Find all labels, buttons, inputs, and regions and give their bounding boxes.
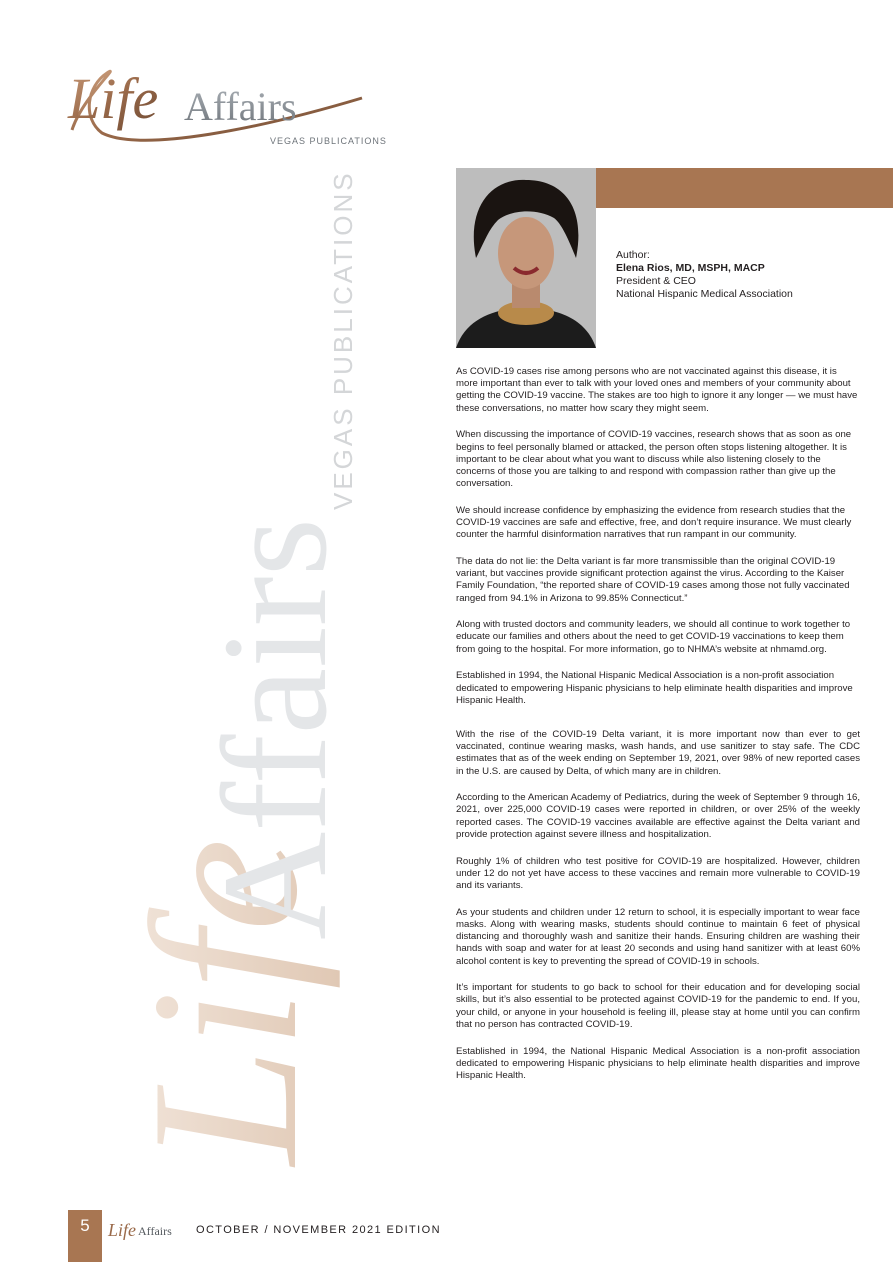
author-organization: National Hispanic Medical Association xyxy=(616,288,793,300)
author-portrait xyxy=(456,168,596,348)
watermark-script: Life xyxy=(109,838,341,1165)
article-paragraph: As your students and children under 12 return to school, it is especially important to wear face masks. Along with wearing masks, students should continue to maintain 6 feet of physical distancing and thoroughly wash and sanitize their hands. Ensuring children are washing their hands with soap and water for at least 20 seconds and using hand sanitizer with at least 60% alcohol content is key to preventing the spread of COVID-19 in schools. xyxy=(456,906,860,967)
logo-script-letter: Life xyxy=(68,66,159,131)
article-paragraph: The data do not lie: the Delta variant is far more transmissible than the original COVID-19 variant, but vaccines provide significant protection against the virus. According to the Kaiser Family Foundation, “the reported share of COVID-19 cases among those not fully vaccinated ranged from 94.1% in Arizona to 99.85% Connecticut.” xyxy=(456,555,850,604)
page-number-box xyxy=(68,1210,102,1262)
author-label: Author: xyxy=(616,249,650,261)
watermark-main-word: Affairs xyxy=(192,517,358,940)
life-affairs-logo xyxy=(62,58,387,153)
article-paragraph: Established in 1994, the National Hispanic Medical Association is a non-profit association dedicated to empowering Hispanic physicians to help eliminate health disparities and improve Hispanic Health. xyxy=(456,1045,860,1081)
author-title: President & CEO xyxy=(616,275,696,287)
header-accent-bar xyxy=(596,168,893,208)
article-paragraph: When discussing the importance of COVID-19 vaccines, research shows that as soon as one begins to feel personally blamed or attacked, the person often stops listening altogether. It is important to be clear about what you want to discuss while also listening closely to the concerns of those you are talking to and respond with compassion rather than give up the conversation. xyxy=(456,429,852,490)
page-number: 5 xyxy=(80,1216,90,1235)
article-body xyxy=(456,366,860,1097)
article-paragraph: Established in 1994, the National Hispanic Medical Association is a non-profit association dedicated to empowering Hispanic physicians to help eliminate health disparities and improve Hispanic Health. xyxy=(456,670,853,706)
article-paragraph: According to the American Academy of Pediatrics, during the week of September 9 through 16, 2021, over 225,000 COVID-19 cases were reported in children, or over 25% of the weekly reported cases. The COVID-19 vaccines available are effective against the Delta variant and provide protection against severe illness and hospitalization. xyxy=(456,792,860,840)
side-watermark xyxy=(60,170,390,1170)
article-paragraph: We should increase confidence by emphasizing the evidence from research studies that the COVID-19 vaccines are safe and effective, free, and don’t require insurance. We must clearly counter the harmful disinformation narratives that run rampant in our community. xyxy=(456,504,852,541)
article-paragraph: Roughly 1% of children who test positive for COVID-19 are hospitalized. However, children under 12 do not yet have access to these vaccines and remain more vulnerable to COVID-19 and its variants. xyxy=(456,855,860,891)
edition-label: OCTOBER / NOVEMBER 2021 EDITION xyxy=(196,1224,441,1236)
author-block xyxy=(616,249,793,301)
article-paragraph: With the rise of the COVID-19 Delta variant, it is more important now than ever to get vaccinated, continue wearing masks, wash hands, and use sanitizer to stay safe. The CDC estimates that as of the week ending on September 19, 2021, over 98% of new reported cases in the U.S. are caused by Delta, of which many are in children. xyxy=(456,728,860,777)
logo-main-word: Affairs xyxy=(184,84,297,129)
footer-logo-script: Life xyxy=(108,1220,137,1240)
article-paragraph: As COVID-19 cases rise among persons who are not vaccinated against this disease, it is more important than ever to talk with your loved ones and members of your community about getting the COVID-19 vaccine. The stakes are too high to ignore it any longer — we must have these conversations, no matter how scary they might seem. xyxy=(456,366,858,414)
footer-logo-word: Affairs xyxy=(138,1224,172,1238)
article-paragraph: It’s important for students to go back to school for their education and for developing social skills, but it’s also essential to be protected against COVID-19 for the pandemic to end. If you, your child, or anyone in your household is feeling ill, please stay at home until you can confirm that no person has contracted COVID-19. xyxy=(456,982,860,1030)
footer-logo xyxy=(108,1218,188,1242)
logo-subtitle: VEGAS PUBLICATIONS xyxy=(270,136,387,146)
author-name: Elena Rios, MD, MSPH, MACP xyxy=(616,262,765,274)
article-paragraph: Along with trusted doctors and community leaders, we should all continue to work together to educate our families and others about the need to get COVID-19 vaccinations to keep them from going to the hospital. For more information, go to NHMA’s website at nhmamd.org. xyxy=(456,619,851,655)
watermark-subtitle: VEGAS PUBLICATIONS xyxy=(328,170,358,510)
